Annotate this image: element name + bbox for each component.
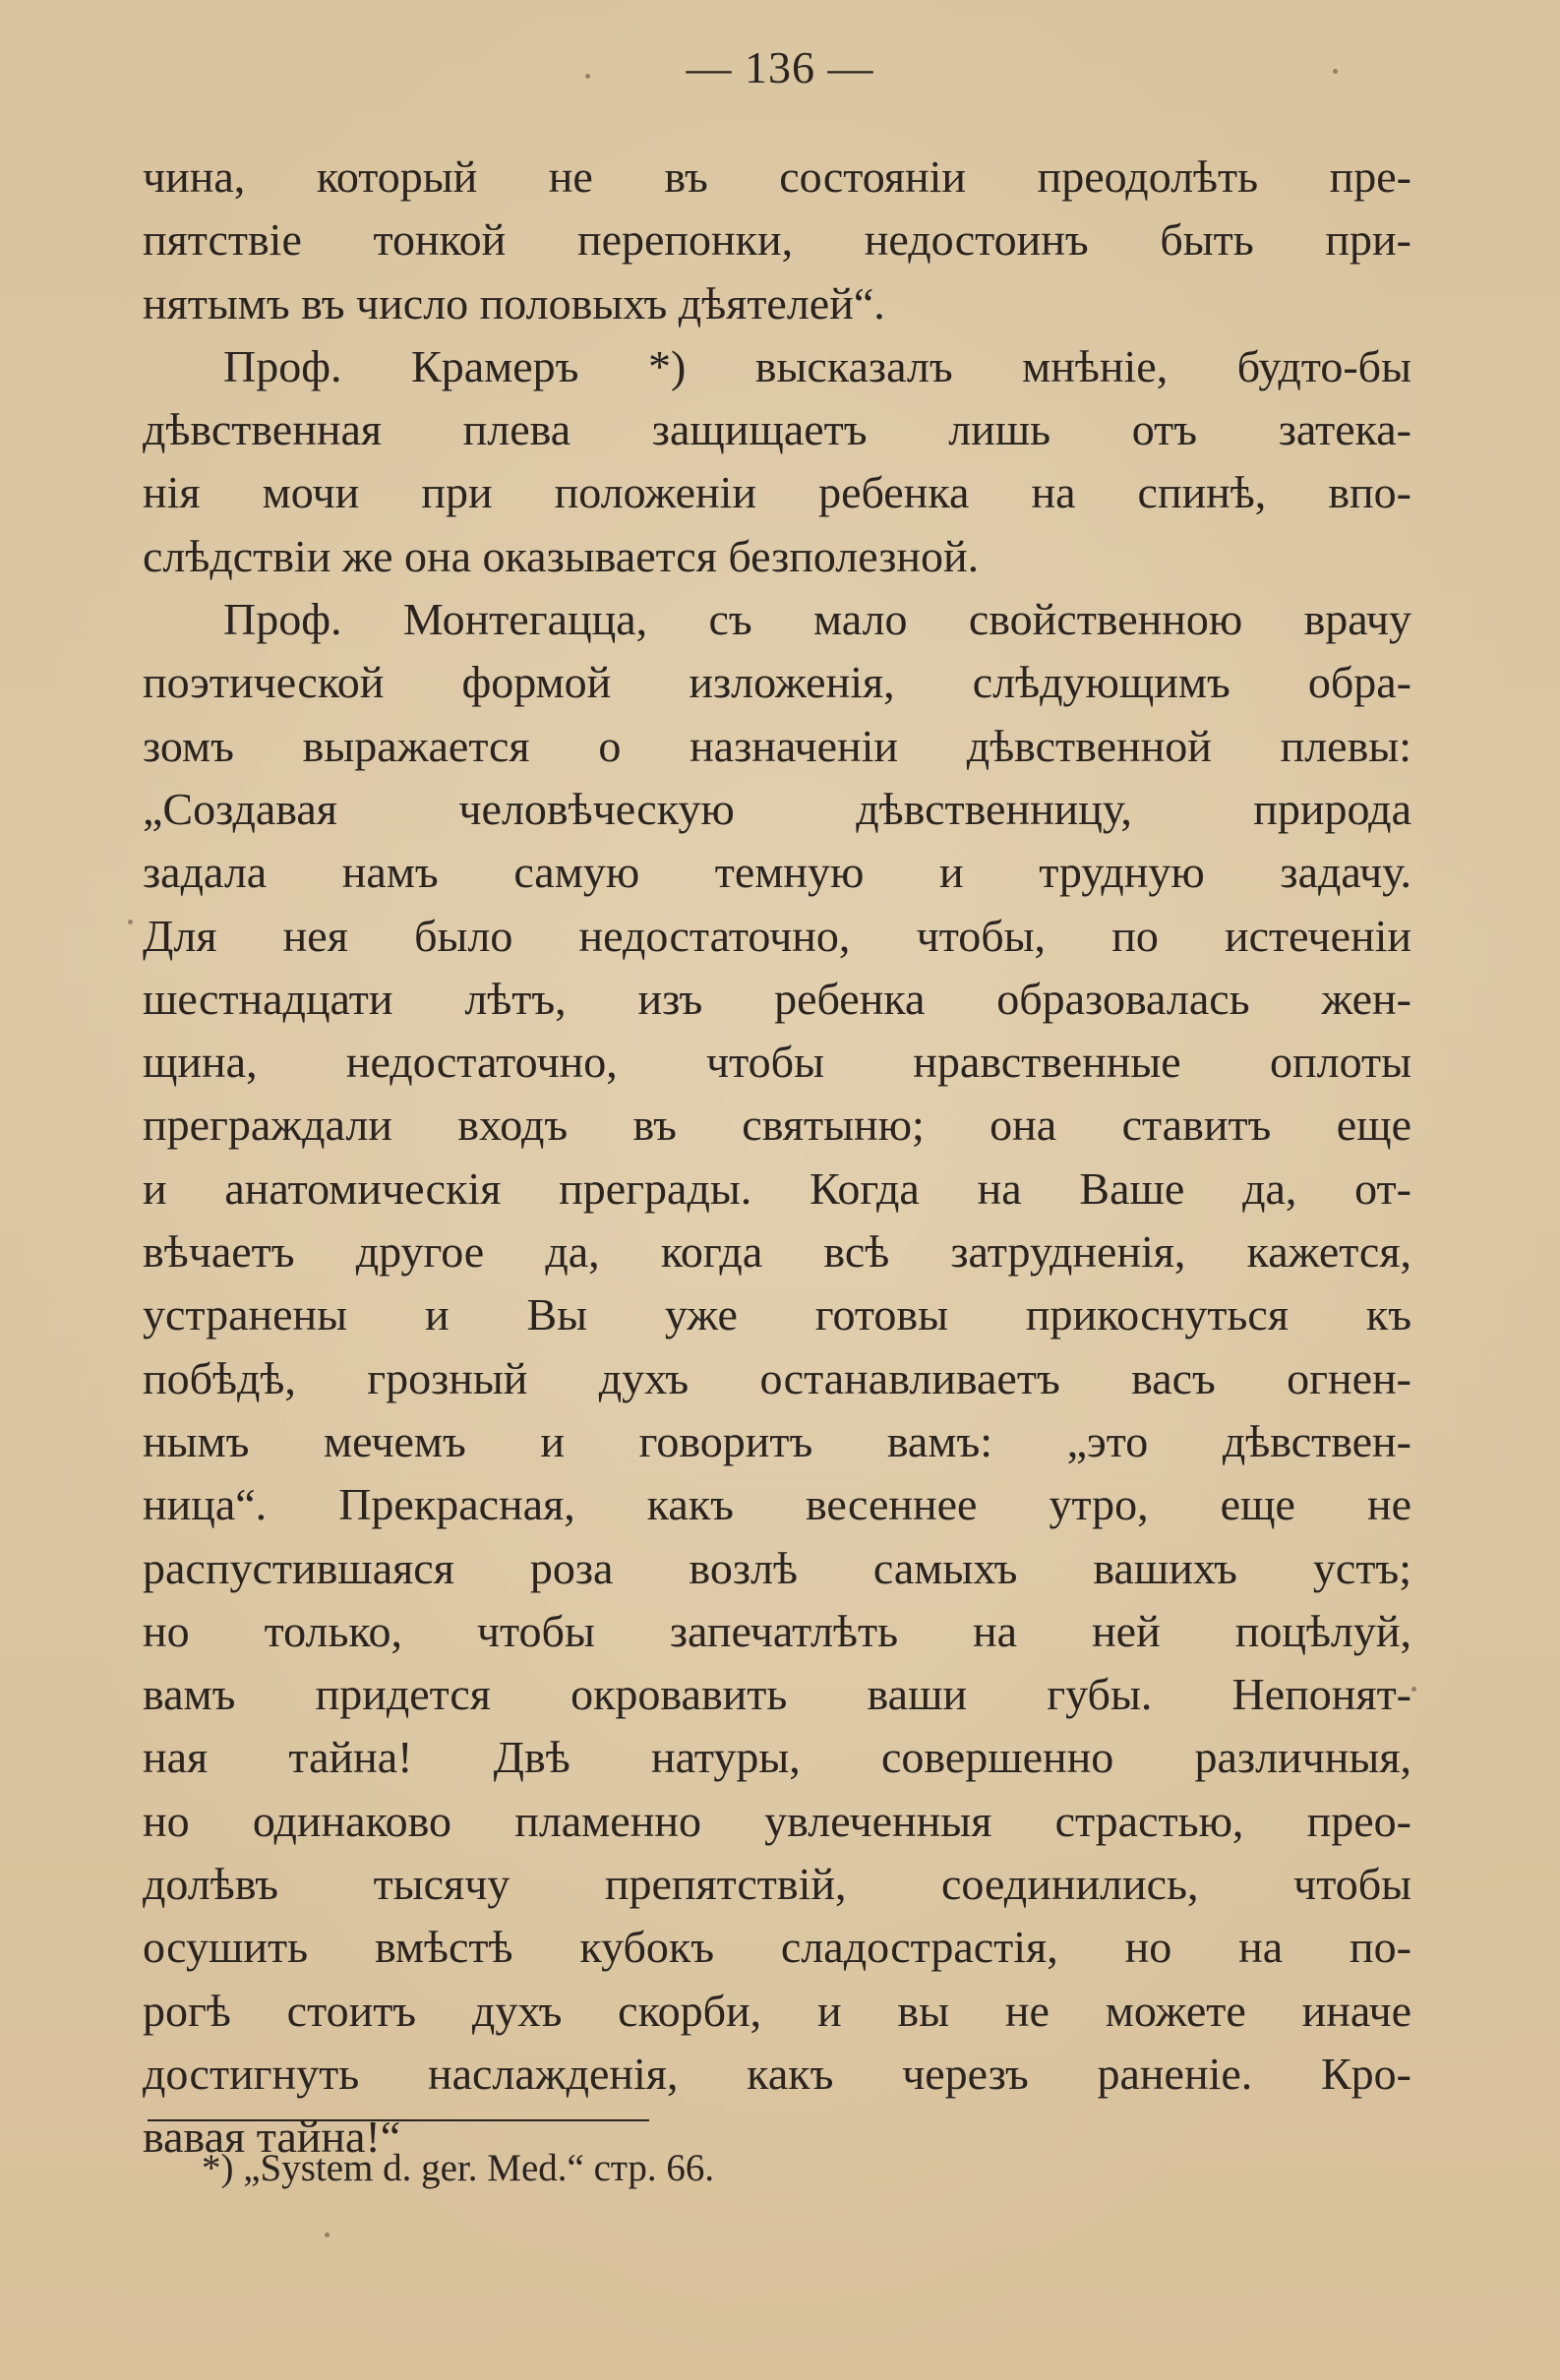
text-line: достигнуть наслажденiя, какъ черезъ раненiе. Кро- bbox=[143, 2048, 1411, 2099]
text-line: рогѣ стоитъ духъ скорби, и вы не можете иначе bbox=[143, 1985, 1411, 2036]
text-line: долѣвъ тысячу препятствiй, соединились, чтобы bbox=[143, 1859, 1411, 1910]
page-number: — 136 — bbox=[686, 42, 874, 92]
text-line: распустившаяся роза возлѣ самыхъ вашихъ устъ; bbox=[143, 1542, 1411, 1593]
text-line: нiя мочи при положенiи ребенка на спинѣ, впо- bbox=[143, 467, 1411, 518]
text-line: нятымъ въ число половыхъ дѣятелей“. bbox=[143, 277, 885, 328]
text-line: нымъ мечемъ и говоритъ вамъ: „это дѣвствен- bbox=[143, 1415, 1411, 1466]
text-line: щина, недостаточно, чтобы нравственные оплоты bbox=[143, 1037, 1411, 1088]
text-line: но одинаково пламенно увлеченныя страстью, прео- bbox=[143, 1795, 1411, 1846]
text-line: зомъ выражается о назначенiи дѣвственной плевы: bbox=[143, 720, 1411, 771]
text-line: чина, который не въ состоянiи преодолѣть пре- bbox=[143, 151, 1411, 202]
text-line: Проф. Крамеръ *) высказалъ мнѣнiе, будто-бы bbox=[223, 340, 1411, 391]
paper-speck bbox=[1411, 1687, 1416, 1692]
text-line: вамъ придется окровавить ваши губы. Непонят- bbox=[143, 1669, 1411, 1720]
text-line: шестнадцати лѣтъ, изъ ребенка образовалась жен- bbox=[143, 973, 1411, 1024]
body-text bbox=[143, 146, 1411, 2170]
text-line: осушить вмѣстѣ кубокъ сладострастiя, но на по- bbox=[143, 1922, 1411, 1973]
text-line: вѣчаетъ другое да, когда всѣ затрудненiя, кажется, bbox=[143, 1226, 1411, 1278]
text-line: ная тайна! Двѣ натуры, совершенно различныя, bbox=[143, 1732, 1411, 1783]
text-line: Для нея было недостаточно, чтобы, по истеченiи bbox=[143, 910, 1411, 961]
paper-speck bbox=[1333, 69, 1338, 74]
text-line: и анатомическiя преграды. Когда на Ваше да, от- bbox=[143, 1162, 1411, 1214]
text-line: но только, чтобы запечатлѣть на ней поцѣлуй, bbox=[143, 1605, 1411, 1656]
paper-speck bbox=[325, 2232, 330, 2237]
paper-speck bbox=[585, 74, 590, 79]
text-line: преграждали входъ въ святыню; она ставитъ еще bbox=[143, 1100, 1411, 1151]
text-line: „Создавая человѣческую дѣвственницу, природа bbox=[143, 783, 1411, 834]
footnote-divider bbox=[148, 2119, 649, 2121]
text-line: вавая тайна!“ bbox=[143, 2112, 401, 2163]
text-line: побѣдѣ, грозный духъ останавливаетъ васъ огнен- bbox=[143, 1352, 1411, 1403]
text-line: задала намъ самую темную и трудную задачу. bbox=[143, 847, 1411, 898]
text-line: устранены и Вы уже готовы прикоснуться къ bbox=[143, 1289, 1411, 1340]
text-line: дѣвственная плева защищаетъ лишь отъ затека- bbox=[143, 404, 1411, 455]
text-line: ница“. Прекрасная, какъ весеннее утро, еще не bbox=[143, 1479, 1411, 1530]
text-line: поэтической формой изложенiя, слѣдующимъ обра- bbox=[143, 657, 1411, 708]
text-line: слѣдствiи же она оказывается безполезной. bbox=[143, 530, 980, 581]
paper-speck bbox=[128, 920, 133, 924]
text-line: пятствiе тонкой перепонки, недостоинъ быть при- bbox=[143, 214, 1411, 266]
text-line: Проф. Монтегацца, съ мало свойственною врачу bbox=[223, 594, 1411, 645]
footnote: *) „System d. ger. Med.“ стр. 66. bbox=[202, 2147, 715, 2189]
